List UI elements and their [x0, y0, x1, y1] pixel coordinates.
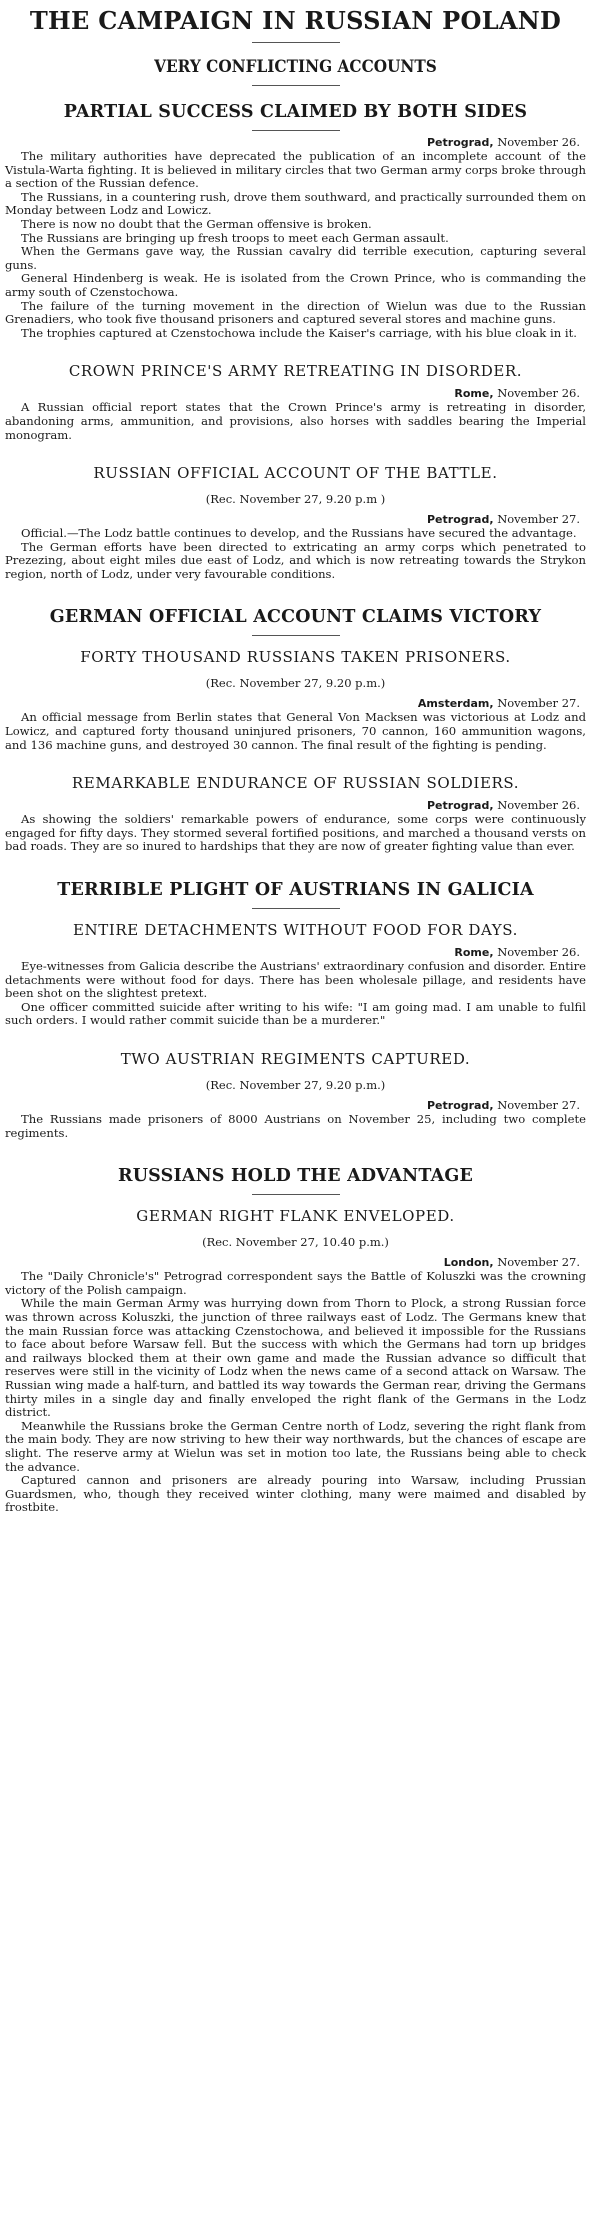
paragraph: Official.—The Lodz battle continues to develop, and the Russians have secured the advantage.: [21, 526, 577, 541]
divider: [252, 1194, 340, 1195]
paragraph: The Russians made prisoners of 8000 Austrians on November 25, including two complete regiments.: [5, 1112, 586, 1140]
dateline: [5, 1098, 580, 1113]
received-line: (Rec. November 27, 10.40 p.m.): [202, 1235, 389, 1250]
divider: [252, 635, 340, 636]
dateline-date: November 26.: [497, 945, 580, 960]
dateline: [5, 512, 580, 527]
dateline-date: November 27.: [497, 1255, 580, 1270]
main-title: THE CAMPAIGN IN RUSSIAN POLAND: [29, 6, 562, 35]
section-russian-official: [5, 462, 586, 581]
section-heading: CROWN PRINCE'S ARMY RETREATING IN DISORDER.: [68, 362, 523, 381]
paragraph: While the main German Army was hurrying down from Thorn to Plock, a strong Russian force was thrown across Koluszki, the junction of three railways east of Lodz. The Germans knew that the main Russian force was attacking Czenstochowa, and believed it impossible for the Russians to face about before Warsaw fell. But the success with which the Germans had torn up bridges and railways blocked them at their own game and made the Russian advance so difficult that reserves were still in the vicinity of Lodz when the news came of a second attack on Warsaw. The Russian wing made a half-turn, and battled its way towards the German rear, driving the Germans thirty miles in a single day and finally enveloped the right flank of the Germans in the Lodz district.: [5, 1296, 586, 1420]
paragraph: When the Germans gave way, the Russian cavalry did terrible execution, capturing several guns.: [5, 244, 586, 272]
received-line: (Rec. November 27, 9.20 p.m.): [205, 676, 386, 691]
section-endurance: [5, 772, 586, 854]
section-heading: TWO AUSTRIAN REGIMENTS CAPTURED.: [120, 1050, 471, 1068]
paragraph: The failure of the turning movement in the direction of Wielun was due to the Russian Grenadiers, who took five thousand prisoners and captured several stores and machine guns.: [5, 298, 586, 327]
paragraph: There is now no doubt that the German offensive is broken.: [21, 216, 372, 231]
dateline-date: November 26.: [497, 386, 580, 401]
dateline: [5, 798, 580, 813]
dateline-place: Rome,: [454, 946, 494, 960]
dateline-place: Petrograd,: [426, 799, 494, 813]
dateline-place: Petrograd,: [426, 513, 494, 527]
paragraph: One officer committed suicide after writing to his wife: "I am going mad. I am unable to fulfil such orders. I would rather commit suicide than be a murderer.": [5, 999, 586, 1028]
paragraph: Captured cannon and prisoners are already pouring into Warsaw, including Prussian Guardsmen, who, though they received winter clothing, many were maimed and disabled by frostbite.: [5, 1473, 586, 1515]
paragraph: The Russians, in a countering rush, drove them southward, and practically surrounded them on Monday between Lodz and Lowicz.: [5, 189, 586, 218]
paragraph: The military authorities have deprecated the publication of an incomplete account of the Vistula-Warta fighting. It is believed in military circles that two German army corps broke through a section of the Russian defence.: [5, 149, 586, 191]
received-line: (Rec. November 27, 9.20 p.m.): [205, 1078, 386, 1092]
section-advantage: [5, 1164, 586, 1515]
dateline-place: London,: [443, 1256, 494, 1270]
dateline: [5, 135, 580, 150]
dateline-date: November 27.: [497, 1098, 580, 1112]
section-heading: RUSSIANS HOLD THE ADVANTAGE: [117, 1166, 474, 1187]
divider: [252, 85, 340, 86]
section-galicia: [5, 878, 586, 1028]
dateline: [5, 696, 580, 711]
divider: [252, 42, 340, 43]
section-heading: PARTIAL SUCCESS CLAIMED BY BOTH SIDES: [63, 102, 528, 122]
section-heading: REMARKABLE ENDURANCE OF RUSSIAN SOLDIERS.: [71, 774, 520, 793]
paragraph: The German efforts have been directed to extricating an army corps which penetrated to Prezezing, about eight miles due east of Lodz, and which is now retreating towards the Strykon region, north of Lodz, under very favourable conditions.: [5, 539, 586, 581]
dateline-date: November 26.: [497, 135, 580, 149]
paragraph: Meanwhile the Russians broke the German Centre north of Lodz, severing the right flank from the main body. They are now striving to hew their way northwards, but the chances of escape are slight. The reserve army at Wielun was set in motion too late, the Russians being able to check the advance.: [5, 1418, 586, 1474]
dateline-date: November 27.: [497, 696, 580, 711]
section-subheading: ENTIRE DETACHMENTS WITHOUT FOOD FOR DAYS.: [72, 921, 519, 940]
section-heading: GERMAN OFFICIAL ACCOUNT CLAIMS VICTORY: [49, 607, 542, 628]
dateline-place: Rome,: [454, 387, 494, 401]
paragraph: The "Daily Chronicle's" Petrograd correspondent says the Battle of Koluszki was the crowning victory of the Polish campaign.: [5, 1269, 586, 1297]
paragraph: An official message from Berlin states that General Von Macksen was victorious at Lodz and Lowicz, and captured forty thousand uninjured prisoners, 70 cannon, 160 ammunition wagons, and 136 machine guns, and destroyed 30 cannon. The final result of the fighting is pending.: [5, 710, 586, 752]
subtitle: VERY CONFLICTING ACCOUNTS: [154, 57, 437, 77]
section-subheading: GERMAN RIGHT FLANK ENVELOPED.: [136, 1207, 455, 1226]
section-heading: TERRIBLE PLIGHT OF AUSTRIANS IN GALICIA: [57, 880, 534, 901]
section-heading: RUSSIAN OFFICIAL ACCOUNT OF THE BATTLE.: [93, 464, 498, 483]
section-subheading: FORTY THOUSAND RUSSIANS TAKEN PRISONERS.: [80, 648, 511, 667]
dateline-date: November 27.: [497, 512, 580, 527]
section-partial-success: [5, 100, 586, 340]
paragraph: A Russian official report states that the Crown Prince's army is retreating in disorder, abandoning arms, ammunition, and provisions, also horses with saddles bearing the Imperial monogram.: [5, 400, 586, 442]
paragraph: The trophies captured at Czenstochowa include the Kaiser's carriage, with his blue cloak in it.: [21, 325, 577, 340]
dateline-date: November 26.: [497, 798, 580, 813]
paragraph: As showing the soldiers' remarkable powers of endurance, some corps were continuously engaged for fifty days. They stormed several fortified positions, and marched a thousand versts on bad roads. They are so inured to hardships that they are now of greater fighting value than ever.: [5, 812, 586, 854]
section-two-regiments: [5, 1048, 586, 1140]
dateline: [5, 386, 580, 401]
dateline-place: Petrograd,: [426, 1099, 494, 1112]
dateline-place: Petrograd,: [426, 136, 494, 149]
paragraph: The Russians are bringing up fresh troops to meet each German assault.: [21, 230, 449, 245]
divider: [252, 908, 340, 909]
section-crown-prince: [5, 360, 586, 442]
received-line: (Rec. November 27, 9.20 p.m ): [205, 492, 386, 507]
paragraph: Eye-witnesses from Galicia describe the Austrians' extraordinary confusion and disorder. Entire detachments were without food for days. There has been wholesale pillage, and residents have been shot on the slightest pretext.: [5, 959, 586, 1001]
dateline-place: Amsterdam,: [417, 697, 494, 711]
divider: [252, 130, 340, 131]
paragraph: General Hindenberg is weak. He is isolated from the Crown Prince, who is commanding the army south of Czenstochowa.: [5, 271, 586, 299]
dateline: [5, 945, 580, 960]
section-german-official: [5, 605, 586, 752]
dateline: [5, 1255, 580, 1270]
